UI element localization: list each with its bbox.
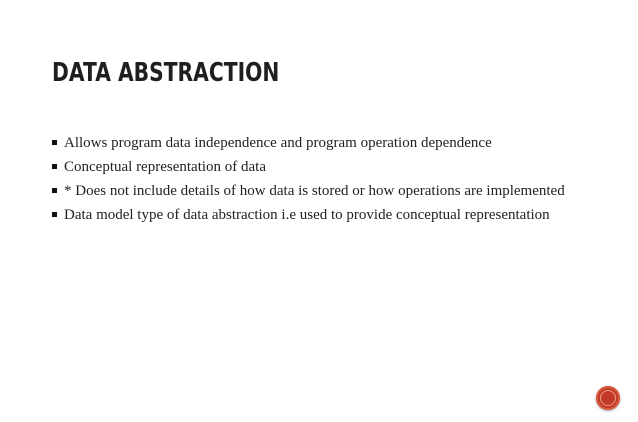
slide-number-badge [596,386,620,410]
bullet-item [52,134,572,153]
bullet-item [52,158,572,177]
bullet-list [52,134,572,230]
bullet-text: Conceptual representation of data [64,159,267,175]
bullet-text: Data model type of data abstraction i.e used to provide conceptual representation [64,207,550,223]
bullet-item [52,182,572,201]
square-bullet-icon [52,188,57,193]
square-bullet-icon [52,140,57,145]
square-bullet-icon [52,212,57,217]
slide-title: DATA ABSTRACTION [52,58,280,88]
bullet-text: * Does not include details of how data is stored or how operations are implemented [64,183,565,199]
bullet-text: Allows program data independence and program operation dependence [64,135,492,151]
badge-ring-icon [600,390,616,406]
bullet-item [52,206,572,225]
square-bullet-icon [52,164,57,169]
